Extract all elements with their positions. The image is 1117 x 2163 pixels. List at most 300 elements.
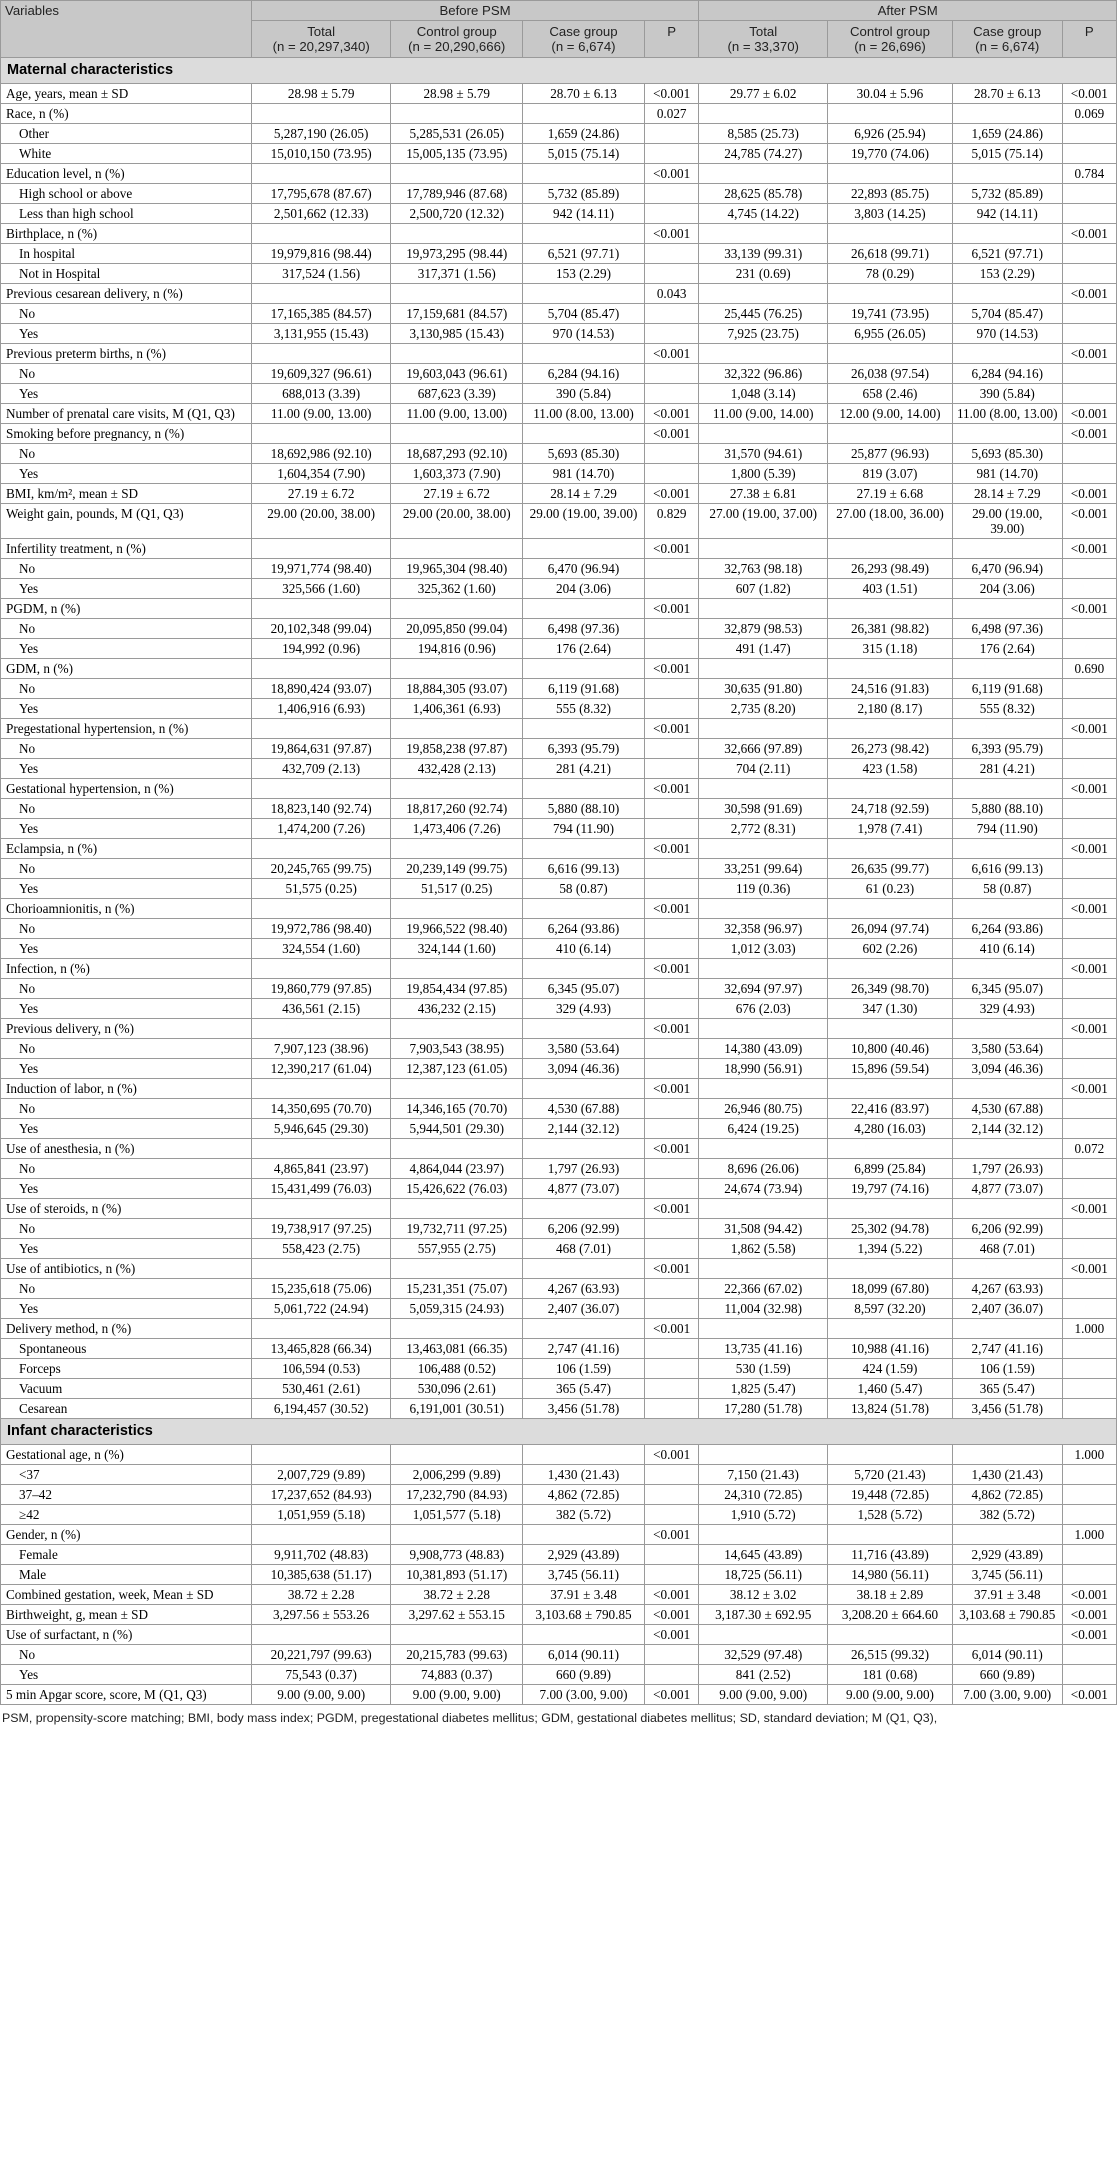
table-row bbox=[1, 144, 1117, 164]
variable-label: Yes bbox=[1, 1179, 252, 1199]
value-cell: 17,280 (51.78) bbox=[699, 1399, 828, 1419]
value-cell bbox=[952, 344, 1062, 364]
variable-label: Use of anesthesia, n (%) bbox=[1, 1139, 252, 1159]
table-row bbox=[1, 304, 1117, 324]
value-cell: 22,893 (85.75) bbox=[828, 184, 953, 204]
p-value-cell bbox=[645, 1279, 699, 1299]
value-cell bbox=[523, 1199, 645, 1219]
column-header-label: Case group bbox=[973, 24, 1042, 39]
column-header bbox=[828, 21, 953, 58]
value-cell bbox=[828, 1319, 953, 1339]
p-value-cell bbox=[1062, 1505, 1116, 1525]
table-row bbox=[1, 124, 1117, 144]
value-cell bbox=[523, 344, 645, 364]
value-cell: 17,789,946 (87.68) bbox=[391, 184, 523, 204]
value-cell bbox=[391, 344, 523, 364]
p-value-cell bbox=[645, 1339, 699, 1359]
variable-label: High school or above bbox=[1, 184, 252, 204]
value-cell: 27.00 (18.00, 36.00) bbox=[828, 504, 953, 539]
value-cell bbox=[251, 1319, 391, 1339]
value-cell: 2,006,299 (9.89) bbox=[391, 1465, 523, 1485]
p-value-cell bbox=[1062, 1279, 1116, 1299]
value-cell bbox=[699, 1525, 828, 1545]
value-cell: 382 (5.72) bbox=[952, 1505, 1062, 1525]
value-cell: 19,979,816 (98.44) bbox=[251, 244, 391, 264]
value-cell: 410 (6.14) bbox=[952, 939, 1062, 959]
value-cell: 9.00 (9.00, 9.00) bbox=[699, 1685, 828, 1705]
value-cell: 10,381,893 (51.17) bbox=[391, 1565, 523, 1585]
value-cell: 20,245,765 (99.75) bbox=[251, 859, 391, 879]
value-cell: 20,102,348 (99.04) bbox=[251, 619, 391, 639]
value-cell bbox=[828, 599, 953, 619]
value-cell: 942 (14.11) bbox=[523, 204, 645, 224]
p-value-cell bbox=[645, 619, 699, 639]
p-value-cell bbox=[1062, 579, 1116, 599]
variable-label: Pregestational hypertension, n (%) bbox=[1, 719, 252, 739]
p-value-cell: <0.001 bbox=[645, 224, 699, 244]
value-cell: 6,393 (95.79) bbox=[523, 739, 645, 759]
value-cell: 11.00 (9.00, 13.00) bbox=[391, 404, 523, 424]
variable-label: Gestational hypertension, n (%) bbox=[1, 779, 252, 799]
p-value-cell bbox=[645, 1179, 699, 1199]
table-row bbox=[1, 1545, 1117, 1565]
p-value-cell bbox=[645, 1099, 699, 1119]
table-row bbox=[1, 1019, 1117, 1039]
header-variables: Variables bbox=[1, 1, 252, 58]
p-value-cell: <0.001 bbox=[1062, 599, 1116, 619]
value-cell: 24,674 (73.94) bbox=[699, 1179, 828, 1199]
variable-label: No bbox=[1, 559, 252, 579]
table-row bbox=[1, 819, 1117, 839]
value-cell: 10,988 (41.16) bbox=[828, 1339, 953, 1359]
value-cell: 19,965,304 (98.40) bbox=[391, 559, 523, 579]
variable-label: Use of surfactant, n (%) bbox=[1, 1625, 252, 1645]
value-cell: 13,824 (51.78) bbox=[828, 1399, 953, 1419]
value-cell: 25,445 (76.25) bbox=[699, 304, 828, 324]
p-value-cell bbox=[1062, 1179, 1116, 1199]
value-cell bbox=[952, 1079, 1062, 1099]
value-cell: 10,385,638 (51.17) bbox=[251, 1565, 391, 1585]
p-value-cell bbox=[645, 879, 699, 899]
p-value-cell: <0.001 bbox=[1062, 424, 1116, 444]
variable-label: ≥42 bbox=[1, 1505, 252, 1525]
value-cell: 5,880 (88.10) bbox=[952, 799, 1062, 819]
variable-label: Not in Hospital bbox=[1, 264, 252, 284]
value-cell: 19,864,631 (97.87) bbox=[251, 739, 391, 759]
table-row bbox=[1, 619, 1117, 639]
value-cell: 3,094 (46.36) bbox=[952, 1059, 1062, 1079]
value-cell bbox=[523, 959, 645, 979]
value-cell: 6,498 (97.36) bbox=[952, 619, 1062, 639]
value-cell: 12,387,123 (61.05) bbox=[391, 1059, 523, 1079]
table-row bbox=[1, 799, 1117, 819]
value-cell: 317,524 (1.56) bbox=[251, 264, 391, 284]
value-cell: 74,883 (0.37) bbox=[391, 1665, 523, 1685]
header-before-psm: Before PSM bbox=[251, 1, 698, 21]
value-cell: 28.98 ± 5.79 bbox=[251, 84, 391, 104]
value-cell bbox=[699, 1079, 828, 1099]
value-cell: 32,666 (97.89) bbox=[699, 739, 828, 759]
value-cell: 204 (3.06) bbox=[523, 579, 645, 599]
table-row bbox=[1, 384, 1117, 404]
table-row bbox=[1, 1239, 1117, 1259]
value-cell bbox=[699, 1259, 828, 1279]
value-cell bbox=[952, 839, 1062, 859]
value-cell: 1,797 (26.93) bbox=[523, 1159, 645, 1179]
p-value-cell: <0.001 bbox=[645, 1685, 699, 1705]
value-cell: 38.18 ± 2.89 bbox=[828, 1585, 953, 1605]
value-cell: 5,693 (85.30) bbox=[523, 444, 645, 464]
p-value-cell bbox=[1062, 1485, 1116, 1505]
value-cell bbox=[251, 344, 391, 364]
value-cell: 28.98 ± 5.79 bbox=[391, 84, 523, 104]
value-cell: 11.00 (8.00, 13.00) bbox=[952, 404, 1062, 424]
value-cell: 32,529 (97.48) bbox=[699, 1645, 828, 1665]
table-row bbox=[1, 1039, 1117, 1059]
value-cell bbox=[523, 1445, 645, 1465]
p-value-cell bbox=[645, 579, 699, 599]
value-cell bbox=[391, 899, 523, 919]
variable-label: No bbox=[1, 859, 252, 879]
value-cell: 1,430 (21.43) bbox=[523, 1465, 645, 1485]
column-header-label: Total bbox=[307, 24, 336, 39]
value-cell: 20,221,797 (99.63) bbox=[251, 1645, 391, 1665]
value-cell: 19,854,434 (97.85) bbox=[391, 979, 523, 999]
value-cell: 8,597 (32.20) bbox=[828, 1299, 953, 1319]
variable-label: Weight gain, pounds, M (Q1, Q3) bbox=[1, 504, 252, 539]
value-cell: 32,763 (98.18) bbox=[699, 559, 828, 579]
variable-label: Combined gestation, week, Mean ± SD bbox=[1, 1585, 252, 1605]
value-cell: 19,448 (72.85) bbox=[828, 1485, 953, 1505]
value-cell: 17,237,652 (84.93) bbox=[251, 1485, 391, 1505]
p-value-cell bbox=[1062, 919, 1116, 939]
value-cell bbox=[828, 224, 953, 244]
header-after-psm: After PSM bbox=[699, 1, 1117, 21]
column-header-n: (n = 20,297,340) bbox=[272, 39, 370, 54]
value-cell: 29.00 (19.00, 39.00) bbox=[523, 504, 645, 539]
value-cell: 687,623 (3.39) bbox=[391, 384, 523, 404]
value-cell: 5,704 (85.47) bbox=[952, 304, 1062, 324]
p-value-cell: 0.690 bbox=[1062, 659, 1116, 679]
variable-label: Delivery method, n (%) bbox=[1, 1319, 252, 1339]
p-value-cell bbox=[645, 464, 699, 484]
value-cell bbox=[523, 1319, 645, 1339]
p-value-cell bbox=[1062, 124, 1116, 144]
variable-label: No bbox=[1, 1279, 252, 1299]
value-cell: 4,530 (67.88) bbox=[523, 1099, 645, 1119]
table-row bbox=[1, 559, 1117, 579]
p-value-cell: <0.001 bbox=[1062, 84, 1116, 104]
value-cell: 2,747 (41.16) bbox=[523, 1339, 645, 1359]
value-cell: 14,380 (43.09) bbox=[699, 1039, 828, 1059]
value-cell bbox=[952, 599, 1062, 619]
value-cell: 4,865,841 (23.97) bbox=[251, 1159, 391, 1179]
value-cell bbox=[699, 959, 828, 979]
column-header bbox=[523, 21, 645, 58]
value-cell: 5,285,531 (26.05) bbox=[391, 124, 523, 144]
value-cell: 3,456 (51.78) bbox=[952, 1399, 1062, 1419]
value-cell: 5,704 (85.47) bbox=[523, 304, 645, 324]
value-cell: 204 (3.06) bbox=[952, 579, 1062, 599]
p-value-cell bbox=[1062, 1239, 1116, 1259]
value-cell bbox=[699, 1139, 828, 1159]
table-row bbox=[1, 739, 1117, 759]
table-row bbox=[1, 344, 1117, 364]
variable-label: 37–42 bbox=[1, 1485, 252, 1505]
variable-label: Yes bbox=[1, 939, 252, 959]
value-cell: 530,461 (2.61) bbox=[251, 1379, 391, 1399]
value-cell: 607 (1.82) bbox=[699, 579, 828, 599]
value-cell: 1,473,406 (7.26) bbox=[391, 819, 523, 839]
p-value-cell: <0.001 bbox=[645, 839, 699, 859]
value-cell bbox=[828, 1199, 953, 1219]
value-cell: 6,014 (90.11) bbox=[523, 1645, 645, 1665]
variable-label: Yes bbox=[1, 639, 252, 659]
value-cell: 3,130,985 (15.43) bbox=[391, 324, 523, 344]
column-header-label: P bbox=[1084, 24, 1094, 39]
value-cell bbox=[251, 1445, 391, 1465]
value-cell: 30,635 (91.80) bbox=[699, 679, 828, 699]
value-cell: 28,625 (85.78) bbox=[699, 184, 828, 204]
value-cell bbox=[952, 424, 1062, 444]
value-cell: 1,460 (5.47) bbox=[828, 1379, 953, 1399]
variable-label: Yes bbox=[1, 1665, 252, 1685]
variable-label: Male bbox=[1, 1565, 252, 1585]
table-row bbox=[1, 1359, 1117, 1379]
value-cell: 6,616 (99.13) bbox=[952, 859, 1062, 879]
table-row bbox=[1, 1645, 1117, 1665]
p-value-cell: <0.001 bbox=[1062, 719, 1116, 739]
value-cell bbox=[952, 1525, 1062, 1545]
value-cell bbox=[251, 424, 391, 444]
value-cell: 58 (0.87) bbox=[523, 879, 645, 899]
value-cell: 13,735 (41.16) bbox=[699, 1339, 828, 1359]
variable-label: No bbox=[1, 1039, 252, 1059]
table-row bbox=[1, 1319, 1117, 1339]
p-value-cell: <0.001 bbox=[645, 1079, 699, 1099]
value-cell bbox=[828, 164, 953, 184]
value-cell: 18,692,986 (92.10) bbox=[251, 444, 391, 464]
p-value-cell: <0.001 bbox=[645, 344, 699, 364]
value-cell bbox=[523, 284, 645, 304]
table-row bbox=[1, 1445, 1117, 1465]
p-value-cell: <0.001 bbox=[1062, 1685, 1116, 1705]
value-cell: 19,741 (73.95) bbox=[828, 304, 953, 324]
table-row bbox=[1, 404, 1117, 424]
table-row bbox=[1, 719, 1117, 739]
value-cell bbox=[828, 1625, 953, 1645]
variable-label: Yes bbox=[1, 464, 252, 484]
table-row bbox=[1, 204, 1117, 224]
table-row bbox=[1, 1485, 1117, 1505]
value-cell bbox=[251, 779, 391, 799]
p-value-cell: <0.001 bbox=[645, 959, 699, 979]
value-cell: 4,530 (67.88) bbox=[952, 1099, 1062, 1119]
value-cell: 153 (2.29) bbox=[952, 264, 1062, 284]
value-cell bbox=[523, 839, 645, 859]
value-cell: 3,580 (53.64) bbox=[523, 1039, 645, 1059]
value-cell: 6,498 (97.36) bbox=[523, 619, 645, 639]
variable-label: Yes bbox=[1, 324, 252, 344]
value-cell bbox=[391, 1019, 523, 1039]
column-header-n: (n = 26,696) bbox=[854, 39, 926, 54]
p-value-cell bbox=[645, 919, 699, 939]
p-value-cell bbox=[1062, 619, 1116, 639]
value-cell: 347 (1.30) bbox=[828, 999, 953, 1019]
table-row bbox=[1, 1665, 1117, 1685]
p-value-cell bbox=[1062, 759, 1116, 779]
p-value-cell bbox=[645, 1399, 699, 1419]
value-cell: 2,007,729 (9.89) bbox=[251, 1465, 391, 1485]
variable-label: Previous cesarean delivery, n (%) bbox=[1, 284, 252, 304]
value-cell: 26,635 (99.77) bbox=[828, 859, 953, 879]
value-cell bbox=[251, 1199, 391, 1219]
value-cell: 432,428 (2.13) bbox=[391, 759, 523, 779]
p-value-cell bbox=[645, 819, 699, 839]
value-cell: 1,603,373 (7.90) bbox=[391, 464, 523, 484]
value-cell: 555 (8.32) bbox=[952, 699, 1062, 719]
p-value-cell: <0.001 bbox=[1062, 1585, 1116, 1605]
value-cell bbox=[391, 1445, 523, 1465]
value-cell: 26,293 (98.49) bbox=[828, 559, 953, 579]
value-cell: 1,051,577 (5.18) bbox=[391, 1505, 523, 1525]
value-cell: 704 (2.11) bbox=[699, 759, 828, 779]
p-value-cell bbox=[645, 559, 699, 579]
value-cell: 7.00 (3.00, 9.00) bbox=[523, 1685, 645, 1705]
p-value-cell: 1.000 bbox=[1062, 1445, 1116, 1465]
value-cell: 6,206 (92.99) bbox=[523, 1219, 645, 1239]
variable-label: Number of prenatal care visits, M (Q1, Q3) bbox=[1, 404, 252, 424]
variable-label: 5 min Apgar score, score, M (Q1, Q3) bbox=[1, 1685, 252, 1705]
value-cell: 4,862 (72.85) bbox=[952, 1485, 1062, 1505]
value-cell: 5,732 (85.89) bbox=[523, 184, 645, 204]
value-cell: 19,603,043 (96.61) bbox=[391, 364, 523, 384]
table-row bbox=[1, 464, 1117, 484]
value-cell: 365 (5.47) bbox=[523, 1379, 645, 1399]
p-value-cell bbox=[645, 1505, 699, 1525]
value-cell: 6,955 (26.05) bbox=[828, 324, 953, 344]
value-cell bbox=[523, 1019, 645, 1039]
p-value-cell: <0.001 bbox=[1062, 1605, 1116, 1625]
value-cell: 794 (11.90) bbox=[523, 819, 645, 839]
value-cell bbox=[251, 719, 391, 739]
value-cell: 6,264 (93.86) bbox=[523, 919, 645, 939]
variable-label: No bbox=[1, 444, 252, 464]
value-cell bbox=[952, 1199, 1062, 1219]
p-value-cell bbox=[645, 1359, 699, 1379]
p-value-cell bbox=[1062, 979, 1116, 999]
value-cell: 325,362 (1.60) bbox=[391, 579, 523, 599]
value-cell: 17,165,385 (84.57) bbox=[251, 304, 391, 324]
p-value-cell: <0.001 bbox=[645, 779, 699, 799]
p-value-cell bbox=[645, 364, 699, 384]
table-row bbox=[1, 1585, 1117, 1605]
value-cell: 7,903,543 (38.95) bbox=[391, 1039, 523, 1059]
table-row bbox=[1, 264, 1117, 284]
value-cell: 15,231,351 (75.07) bbox=[391, 1279, 523, 1299]
value-cell: 38.72 ± 2.28 bbox=[391, 1585, 523, 1605]
value-cell bbox=[391, 164, 523, 184]
value-cell bbox=[699, 659, 828, 679]
value-cell: 13,465,828 (66.34) bbox=[251, 1339, 391, 1359]
value-cell: 403 (1.51) bbox=[828, 579, 953, 599]
value-cell bbox=[523, 164, 645, 184]
value-cell: 5,287,190 (26.05) bbox=[251, 124, 391, 144]
p-value-cell bbox=[645, 144, 699, 164]
value-cell: 390 (5.84) bbox=[952, 384, 1062, 404]
value-cell bbox=[251, 899, 391, 919]
table-row bbox=[1, 539, 1117, 559]
value-cell bbox=[828, 344, 953, 364]
value-cell: 2,144 (32.12) bbox=[952, 1119, 1062, 1139]
p-value-cell: <0.001 bbox=[1062, 224, 1116, 244]
p-value-cell bbox=[1062, 464, 1116, 484]
value-cell: 106 (1.59) bbox=[952, 1359, 1062, 1379]
value-cell: 61 (0.23) bbox=[828, 879, 953, 899]
p-value-cell bbox=[1062, 324, 1116, 344]
variable-label: No bbox=[1, 739, 252, 759]
value-cell: 27.38 ± 6.81 bbox=[699, 484, 828, 504]
p-value-cell: <0.001 bbox=[1062, 1199, 1116, 1219]
table-row bbox=[1, 104, 1117, 124]
value-cell bbox=[699, 599, 828, 619]
p-value-cell: <0.001 bbox=[645, 424, 699, 444]
value-cell: 315 (1.18) bbox=[828, 639, 953, 659]
p-value-cell: <0.001 bbox=[645, 1019, 699, 1039]
table-row bbox=[1, 1379, 1117, 1399]
table-row bbox=[1, 579, 1117, 599]
variable-label: Yes bbox=[1, 1239, 252, 1259]
value-cell bbox=[828, 1139, 953, 1159]
table-row bbox=[1, 999, 1117, 1019]
value-cell bbox=[391, 719, 523, 739]
p-value-cell bbox=[645, 799, 699, 819]
value-cell: 20,095,850 (99.04) bbox=[391, 619, 523, 639]
p-value-cell: 0.829 bbox=[645, 504, 699, 539]
table-row bbox=[1, 1079, 1117, 1099]
p-value-cell bbox=[645, 1379, 699, 1399]
value-cell: 3,103.68 ± 790.85 bbox=[523, 1605, 645, 1625]
variable-label: Use of antibiotics, n (%) bbox=[1, 1259, 252, 1279]
p-value-cell bbox=[1062, 699, 1116, 719]
table-row bbox=[1, 184, 1117, 204]
p-value-cell bbox=[645, 264, 699, 284]
value-cell bbox=[952, 224, 1062, 244]
table-row bbox=[1, 699, 1117, 719]
value-cell bbox=[699, 344, 828, 364]
value-cell: 19,732,711 (97.25) bbox=[391, 1219, 523, 1239]
p-value-cell: <0.001 bbox=[1062, 839, 1116, 859]
value-cell: 468 (7.01) bbox=[523, 1239, 645, 1259]
value-cell: 181 (0.68) bbox=[828, 1665, 953, 1685]
value-cell bbox=[523, 224, 645, 244]
p-value-cell: <0.001 bbox=[1062, 539, 1116, 559]
value-cell: 5,015 (75.14) bbox=[523, 144, 645, 164]
value-cell bbox=[828, 1445, 953, 1465]
value-cell: 602 (2.26) bbox=[828, 939, 953, 959]
value-cell bbox=[699, 424, 828, 444]
value-cell bbox=[523, 1139, 645, 1159]
table-row bbox=[1, 1505, 1117, 1525]
table-row bbox=[1, 1399, 1117, 1419]
value-cell: 3,456 (51.78) bbox=[523, 1399, 645, 1419]
value-cell: 2,747 (41.16) bbox=[952, 1339, 1062, 1359]
p-value-cell bbox=[1062, 879, 1116, 899]
value-cell bbox=[523, 599, 645, 619]
value-cell bbox=[523, 104, 645, 124]
value-cell bbox=[699, 779, 828, 799]
value-cell: 794 (11.90) bbox=[952, 819, 1062, 839]
